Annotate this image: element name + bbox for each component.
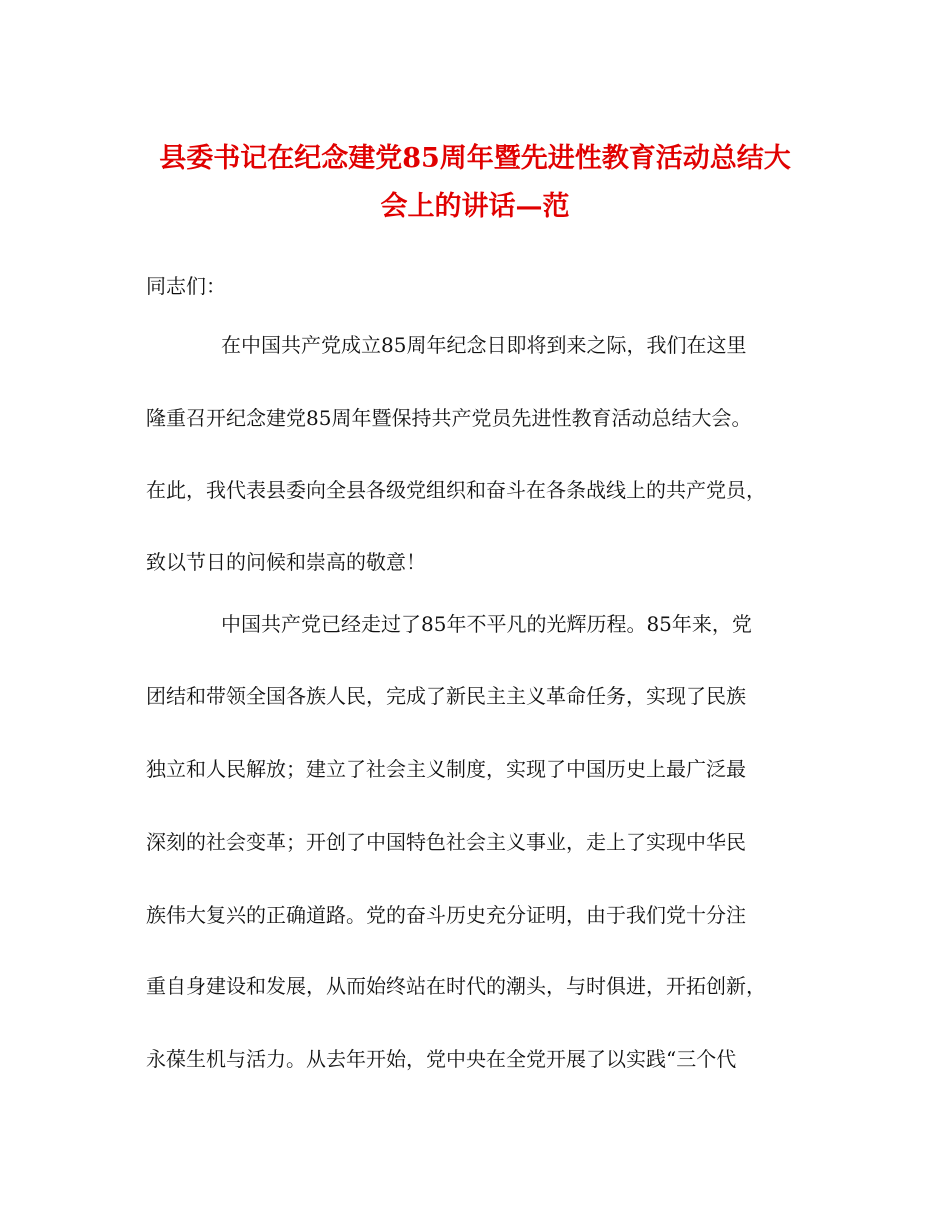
body-line: 独立和人民解放；建立了社会主义制度，实现了中国历史上最广泛最 — [146, 757, 746, 781]
document-title-line-1: 县委书记在纪念建党85周年暨先进性教育活动总结大 — [159, 143, 791, 174]
body-line: 团结和带领全国各族人民，完成了新民主主义革命任务，实现了民族 — [146, 684, 746, 708]
body-line: 重自身建设和发展，从而始终站在时代的潮头，与时俱进，开拓创新， — [146, 974, 766, 998]
body-line: 永葆生机与活力。从去年开始，党中央在全党开展了以实践“三个代 — [146, 1047, 737, 1071]
body-line: 深刻的社会变革；开创了中国特色社会主义事业，走上了实现中华民 — [146, 830, 746, 854]
document-title-line-2: 会上的讲话—范 — [380, 191, 570, 222]
body-line: 致以节日的问候和崇高的敬意！ — [146, 550, 426, 574]
body-line: 中国共产党已经走过了85年不平凡的光辉历程。85年来，党 — [221, 612, 752, 636]
body-line: 在此，我代表县委向全县各级党组织和奋斗在各条战线上的共产党员， — [146, 478, 766, 502]
body-line: 族伟大复兴的正确道路。党的奋斗历史充分证明，由于我们党十分注 — [146, 903, 746, 927]
body-line: 隆重召开纪念建党85周年暨保持共产党员先进性教育活动总结大会。 — [146, 406, 752, 430]
body-line: 在中国共产党成立85周年纪念日即将到来之际，我们在这里 — [221, 333, 747, 357]
salutation: 同志们： — [146, 274, 226, 298]
